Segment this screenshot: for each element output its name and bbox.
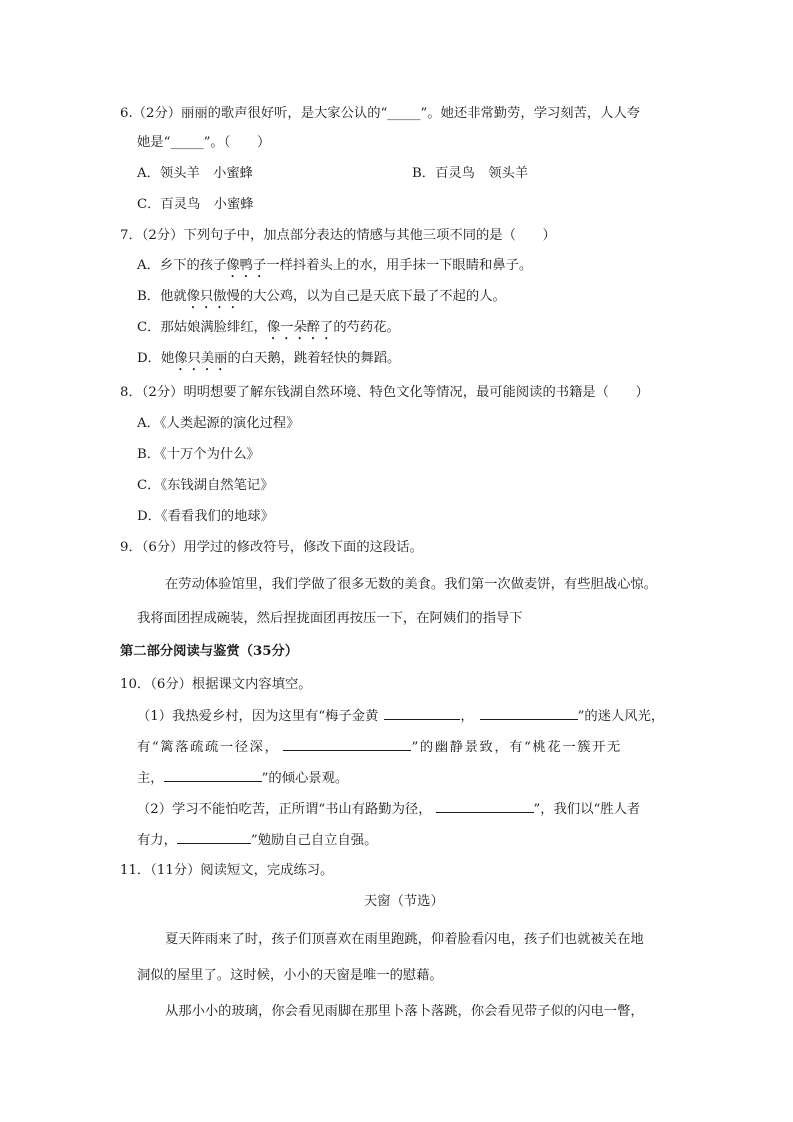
q7-c-post: 的芍药花。	[333, 320, 400, 335]
q6-option-b: B．百灵鸟 领头羊	[412, 166, 529, 181]
q6-option-c: C．百灵鸟 小蜜蜂	[137, 197, 254, 212]
q7-a-post: 一样抖着头上的水，用手抹一下眼睛和鼻子。	[266, 258, 533, 273]
q7-option-d	[137, 349, 400, 374]
q10-stem: 10．（6分）根据课文内容填空。	[120, 677, 312, 692]
q7-c-pre: C．那姑娘满脸绯红，	[137, 320, 267, 335]
q6-stem-line1: 6.（2分）丽丽的歌声很好听，是大家公认的“_____”。她还非常勤劳，学习刻苦，人人夸	[120, 106, 641, 121]
q7-d-dotted: 像只美丽	[174, 351, 228, 366]
q10-l4-a: （2）学习不能怕吃苦，正所谓“书山有路勤为径，	[137, 802, 432, 817]
q7-d-pre: D．她	[137, 351, 175, 366]
passage-p1-line2: 洞似的屋里了。这时候，小小的天窗是唯一的慰藉。	[137, 968, 443, 983]
q6-stem-line2: 她是“_____”。（ ）	[137, 135, 271, 150]
q10-l3-a: 主，	[137, 771, 164, 786]
section-2-title: 第二部分阅读与鉴赏（35分）	[120, 644, 299, 659]
q10-blank-2[interactable]	[480, 706, 578, 720]
q10-l4-b: ”，我们以“胜人者	[533, 802, 641, 817]
q9-stem: 9．（6分）用学过的修改符号，修改下面的这段话。	[120, 540, 423, 555]
q10-line2	[137, 737, 622, 758]
q10-line5	[137, 830, 377, 851]
q7-a-dotted: 像鸭子	[226, 258, 267, 273]
passage-p2-line1: 从那小小的玻璃，你会看见雨脚在那里卜落卜落跳，你会看见带子似的闪电一瞥，	[165, 1004, 644, 1019]
q10-l3-b: ”的倾心景观。	[261, 771, 349, 786]
q10-l5-b: ”勉励自己自立自强。	[250, 833, 378, 848]
q10-line4	[137, 799, 640, 820]
q7-d-post: 的白天鹅，跳着轻快的舞蹈。	[227, 351, 401, 366]
q10-line3	[137, 768, 348, 789]
q10-blank-6[interactable]	[177, 830, 251, 844]
q10-blank-1[interactable]	[384, 706, 460, 720]
q7-option-a	[137, 256, 532, 281]
q10-blank-4[interactable]	[164, 768, 262, 782]
q10-l2-b: ”的幽静景致，有“桃花一簇开无	[411, 740, 622, 755]
q8-option-b: B．《十万个为什么》	[137, 447, 260, 462]
q8-option-a: A．《人类起源的演化过程》	[137, 416, 300, 431]
q8-option-d: D．《看看我们的地球》	[137, 509, 274, 524]
q10-blank-3[interactable]	[283, 737, 411, 751]
q7-c-dotted: 像一朵醉了	[266, 320, 334, 335]
q8-option-c: C．《东钱湖自然笔记》	[137, 478, 274, 493]
q10-l2-a: 有“篱落疏疏一径深，	[137, 740, 280, 755]
q7-b-post: 的大公鸡，以为自己是天底下最了不起的人。	[239, 289, 506, 304]
q7-a-pre: A．乡下的孩子	[137, 258, 227, 273]
passage-title: 天窗（节选）	[364, 894, 444, 909]
q8-stem: 8．（2分）明明想要了解东钱湖自然环境、特色文化等情况，最可能阅读的书籍是（ ）	[120, 385, 649, 400]
q10-l1-b: ，	[460, 709, 474, 724]
q6-option-a: A．领头羊 小蜜蜂	[137, 166, 253, 181]
q7-stem: 7．（2分）下列句子中，加点部分表达的情感与其他三项不同的是（ ）	[120, 228, 556, 243]
q9-paragraph-line1: 在劳动体验馆里，我们学做了很多无数的美食。我们第一次做麦饼，有些胆战心惊。	[165, 577, 657, 592]
q10-l1-a: （1）我热爱乡村，因为这里有“梅子金黄	[137, 709, 379, 724]
q11-stem: 11．（11分）阅读短文，完成练习。	[120, 863, 334, 878]
q7-option-b	[137, 287, 506, 312]
q10-l5-a: 有力，	[137, 833, 177, 848]
q7-b-pre: B．他就	[137, 289, 187, 304]
passage-p1-line1: 夏天阵雨来了时，孩子们顶喜欢在雨里跑跳，仰着脸看闪电，孩子们也就被关在地	[165, 932, 644, 947]
q10-l1-c: ”的迷人风光，	[577, 709, 665, 724]
q9-paragraph-line2: 我将面团捏成碗装，然后捏拢面团再按压一下，在阿姨们的指导下	[137, 611, 523, 626]
q7-option-c	[137, 318, 400, 343]
q10-blank-5[interactable]	[436, 799, 534, 813]
q10-line1	[137, 706, 664, 727]
q7-b-dotted: 像只傲慢	[186, 289, 240, 304]
